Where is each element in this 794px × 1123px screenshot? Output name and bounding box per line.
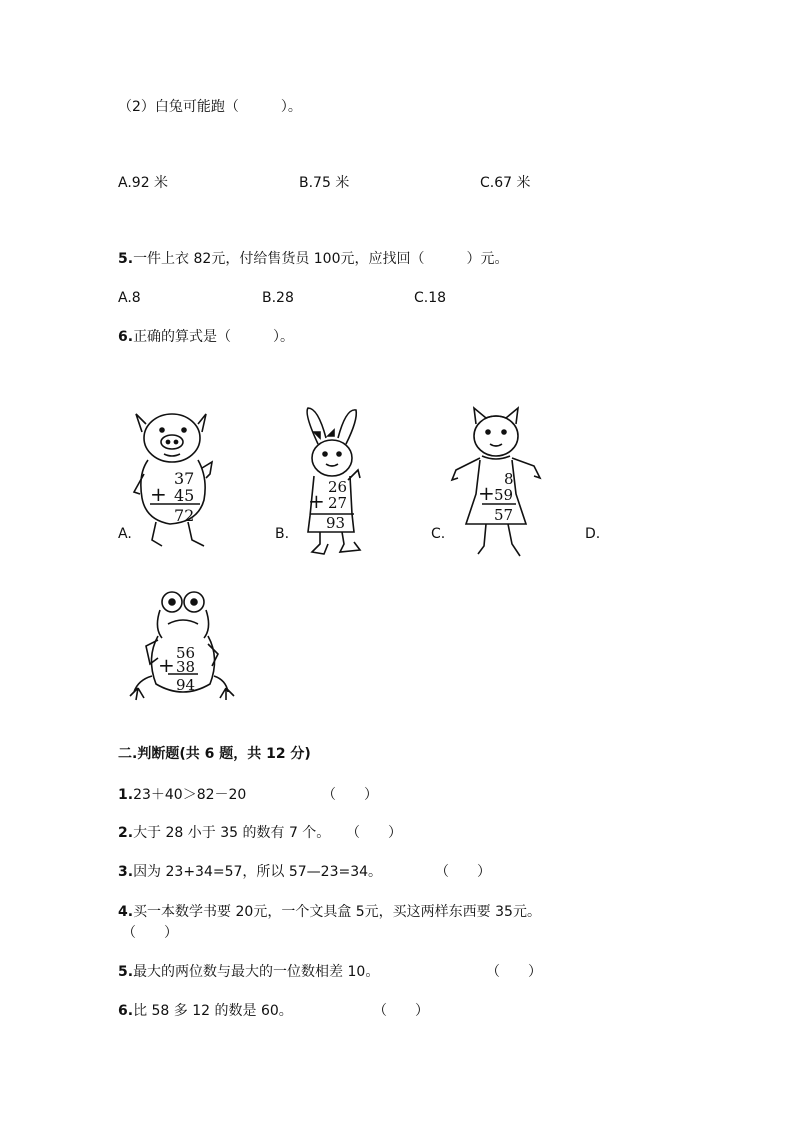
- q6-stem-line: [118, 328, 294, 346]
- q6-b-second: 27: [328, 494, 348, 512]
- q6-option-a-label[interactable]: A.: [118, 526, 132, 542]
- q6-stem: 正确的算式是（ ）。: [133, 329, 295, 345]
- judge-item-2-text: 大于 28 小于 35 的数有 7 个。: [133, 825, 331, 841]
- q6-c-top: 8: [504, 470, 514, 488]
- q5-stem-line: [118, 250, 509, 268]
- cat-figure-icon: [446, 404, 546, 560]
- q4-option-a[interactable]: A.92 米: [118, 175, 169, 191]
- judge-item-5: [118, 963, 379, 981]
- judge-item-1-number: 1.: [118, 787, 134, 803]
- judge-item-1-text: 23＋40＞82－20: [133, 787, 247, 803]
- q6-d-result: 94: [176, 676, 196, 694]
- rabbit-figure-icon: [296, 404, 372, 560]
- judge-item-5-number: 5.: [118, 964, 134, 980]
- judge-item-2-number: 2.: [118, 825, 134, 841]
- q6-b-result: 93: [326, 514, 346, 532]
- judge-item-5-text: 最大的两位数与最大的一位数相差 10。: [133, 964, 380, 980]
- judge-item-1: [118, 786, 246, 804]
- q5-option-c[interactable]: C.18: [414, 290, 447, 306]
- q6-option-d-label[interactable]: D.: [585, 526, 601, 542]
- frog-figure-icon: [128, 588, 236, 706]
- q6-a-result: 72: [174, 506, 195, 525]
- q6-d-op: +: [158, 653, 175, 677]
- judge-item-3-number: 3.: [118, 864, 134, 880]
- judge-item-5-blank[interactable]: （ ）: [486, 964, 542, 980]
- q6-d-top: 56: [176, 644, 196, 662]
- q4-option-c[interactable]: C.67 米: [480, 175, 531, 191]
- q6-c-second: 59: [494, 486, 514, 504]
- q6-option-c-label[interactable]: C.: [431, 526, 446, 542]
- judge-item-4-number: 4.: [118, 904, 134, 920]
- q5-stem: 一件上衣 82元，付给售货员 100元，应找回（ ）元。: [133, 251, 509, 267]
- q6-b-op: +: [308, 489, 325, 513]
- judge-item-6-number: 6.: [118, 1003, 134, 1019]
- q6-c-op: +: [478, 481, 495, 505]
- q6-option-b-label[interactable]: B.: [275, 526, 290, 542]
- judge-item-6-blank[interactable]: （ ）: [373, 1003, 429, 1019]
- q6-number: 6.: [118, 329, 134, 345]
- section2-title: 二.判断题(共 6 题，共 12 分): [118, 746, 311, 762]
- q6-b-top: 26: [328, 478, 348, 496]
- q6-a-second: 45: [174, 486, 195, 505]
- judge-item-2-blank[interactable]: （ ）: [346, 825, 402, 841]
- q5-number: 5.: [118, 251, 134, 267]
- q4-part2-stem: （2）白兔可能跑（ ）。: [118, 99, 302, 115]
- judge-item-6: [118, 1002, 293, 1020]
- pig-figure-icon: [126, 408, 226, 556]
- judge-item-4: [118, 903, 541, 921]
- judge-item-2: [118, 824, 330, 842]
- judge-item-4-text: 买一本数学书要 20元，一个文具盒 5元，买这两样东西要 35元。: [133, 904, 541, 920]
- q4-option-b[interactable]: B.75 米: [299, 175, 350, 191]
- q5-option-a[interactable]: A.8: [118, 290, 141, 306]
- q6-d-second: 38: [176, 658, 196, 676]
- q6-a-top: 37: [174, 469, 195, 488]
- q6-a-op: +: [150, 482, 167, 506]
- judge-item-3-text: 因为 23+34=57，所以 57—23=34。: [133, 864, 383, 880]
- judge-item-3: [118, 863, 382, 881]
- judge-item-3-blank[interactable]: （ ）: [435, 864, 491, 880]
- judge-item-1-blank[interactable]: （ ）: [322, 787, 378, 803]
- q5-option-b[interactable]: B.28: [262, 290, 294, 306]
- judge-item-4-blank[interactable]: （ ）: [122, 925, 178, 941]
- judge-item-6-text: 比 58 多 12 的数是 60。: [133, 1003, 293, 1019]
- q6-c-result: 57: [494, 506, 514, 524]
